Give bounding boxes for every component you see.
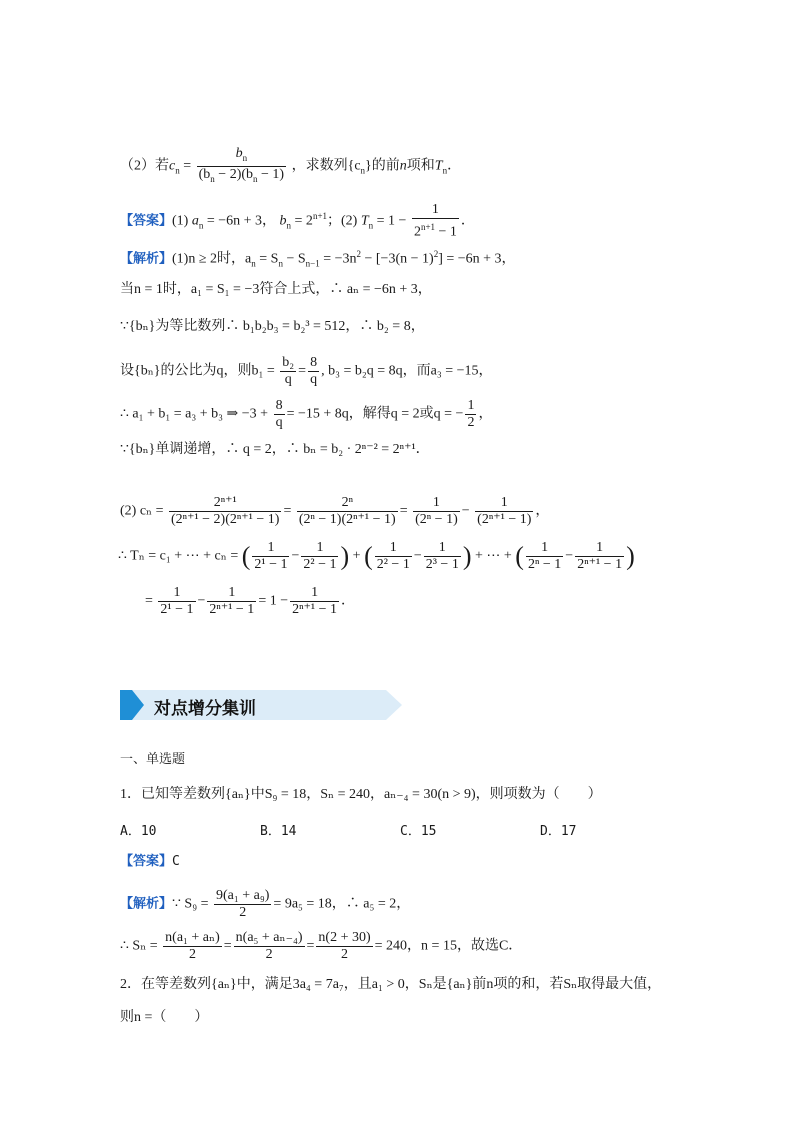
answer-tag: 【答案】 [120,213,173,229]
option-a[interactable]: A．10 [120,824,157,839]
analysis-line-5: ∴ a₁ + b₁ = a₃ + b₃ ⇒ −3 + $\frac{8}{q}$ = −15 + 8q，解得q = 2或q = − $\frac{1}{2}$ ， [120,398,493,430]
analysis-part2-line-3: = $\frac{1}{\text{2¹ − 1}}$ − $\frac{1}{\text{2ⁿ⁺¹ − 1}}$ = 1 − $\frac{1}{\text{2ⁿ⁺¹ − 1}}$ ． [145,585,356,617]
question-2-line-1: 2．在等差数列{aₙ}中，满足3a₄ = 7a₇，且a₁ > 0，Sₙ是{aₙ}前n项的和，若Sₙ取得最大值， [120,977,662,992]
analysis-line-3: ∵{bₙ}为等比数列∴ b₁b₂b₃ = b₂³ = 512，∴ b₂ = 8， [120,319,425,334]
section-title: 对点增分集训 [154,699,256,719]
option-b[interactable]: B．14 [260,824,297,839]
q2-fraction: $\frac{b_n}{(b_n - 2)(b_n - 1)}$ [198,146,285,184]
section-banner [120,690,402,720]
answer-fraction: $\frac{1}{2^{n+1} - 1}$ [413,202,457,240]
question-1-analysis-1: 【解析】∵ S₉ = $\frac{\text{9(a₁ + a₉)}}{2}$ = 9a₅ = 18，∴ a₅ = 2， [120,888,411,920]
analysis-part2-line-1: (2) cₙ = $\frac{\text{2ⁿ⁺¹}}{\text{(2ⁿ⁺¹ − 2)(2ⁿ⁺¹ − 1)}}$ = $\frac{\text{2ⁿ}}{\text{(2ⁿ − 1)(2ⁿ⁺¹ − 1)}}$ = $\frac{1}{\text{(2ⁿ − 1)}}$ − $\frac{1}{\text{(2ⁿ⁺¹ − 1)}}$ ， [120,495,550,527]
analysis-line-4: 设{bₙ}的公比为q，则b₁ = $\frac{\text{b₂}}{q}$ = $\frac{8}{q}$ , b₃ = b₂q = 8q，而a₃ = −15， [120,355,493,387]
question-1-answer: 【答案】C [120,854,180,869]
question-2-line-2: 则n =（ ） [120,1010,209,1025]
analysis-tag: 【解析】 [120,251,173,267]
analysis-line-6: ∵{bₙ}单调递增，∴ q = 2，∴ bₙ = b₂ · 2ⁿ⁻² = 2ⁿ⁺¹． [120,442,430,457]
part-label: 一、单选题 [120,752,186,767]
option-d[interactable]: D．17 [540,824,577,839]
q2-statement: （2）若$c_n$ = $\frac{b_n}{(b_n - 2)(b_n - 1)}$ ，求数列$\{c_n\}$的前n项和$T_n$． [120,146,461,187]
analysis-part2-line-2: ∴ Tₙ = c₁ + ⋯ + cₙ = ( $\frac{1}{\text{2¹ − 1}}$ − $\frac{1}{\text{2² − 1}}$ ) + ( $\frac{1}{\text{2² − 1}}$ − $\frac{1}{\text{2³ − 1}}$ ) + ⋯ + ( $\frac{1}{\text{2ⁿ − 1}}$ − $\frac{1}{\text{2ⁿ⁺¹ − 1}}$ ) [118,540,635,572]
answer-line: 【答案】(1) $a_n = -6n + 3$， $b_n = 2^{n+1}$；(2) $T_n = 1$ − $\frac{1}{2^{n+1} - 1}$ ． [120,202,475,240]
question-1: 1．已知等差数列{aₙ}中S₉ = 18，Sₙ = 240，aₙ₋₄ = 30(n > 9)，则项数为（ ） [120,787,602,802]
question-1-analysis-2: ∴ Sₙ = $\frac{\text{n(a₁ + aₙ)}}{2}$ = $\frac{\text{n(a₅ + aₙ₋₄)}}{2}$ = $\frac{n(2 + 30)}{2}$ = 240，n = 15，故选C． [120,930,523,962]
analysis-line-2: 当n = 1时，a₁ = S₁ = −3符合上式，∴ aₙ = −6n + 3， [120,282,432,297]
question-1-options [120,822,680,842]
analysis-line-1: 【解析】(1)n ≥ 2时，$a_n = S_n - S_{n-1} = -3n^2 - [-3(n - 1)^2] = -6n + 3$， [120,249,516,269]
option-c[interactable]: C．15 [400,824,437,839]
